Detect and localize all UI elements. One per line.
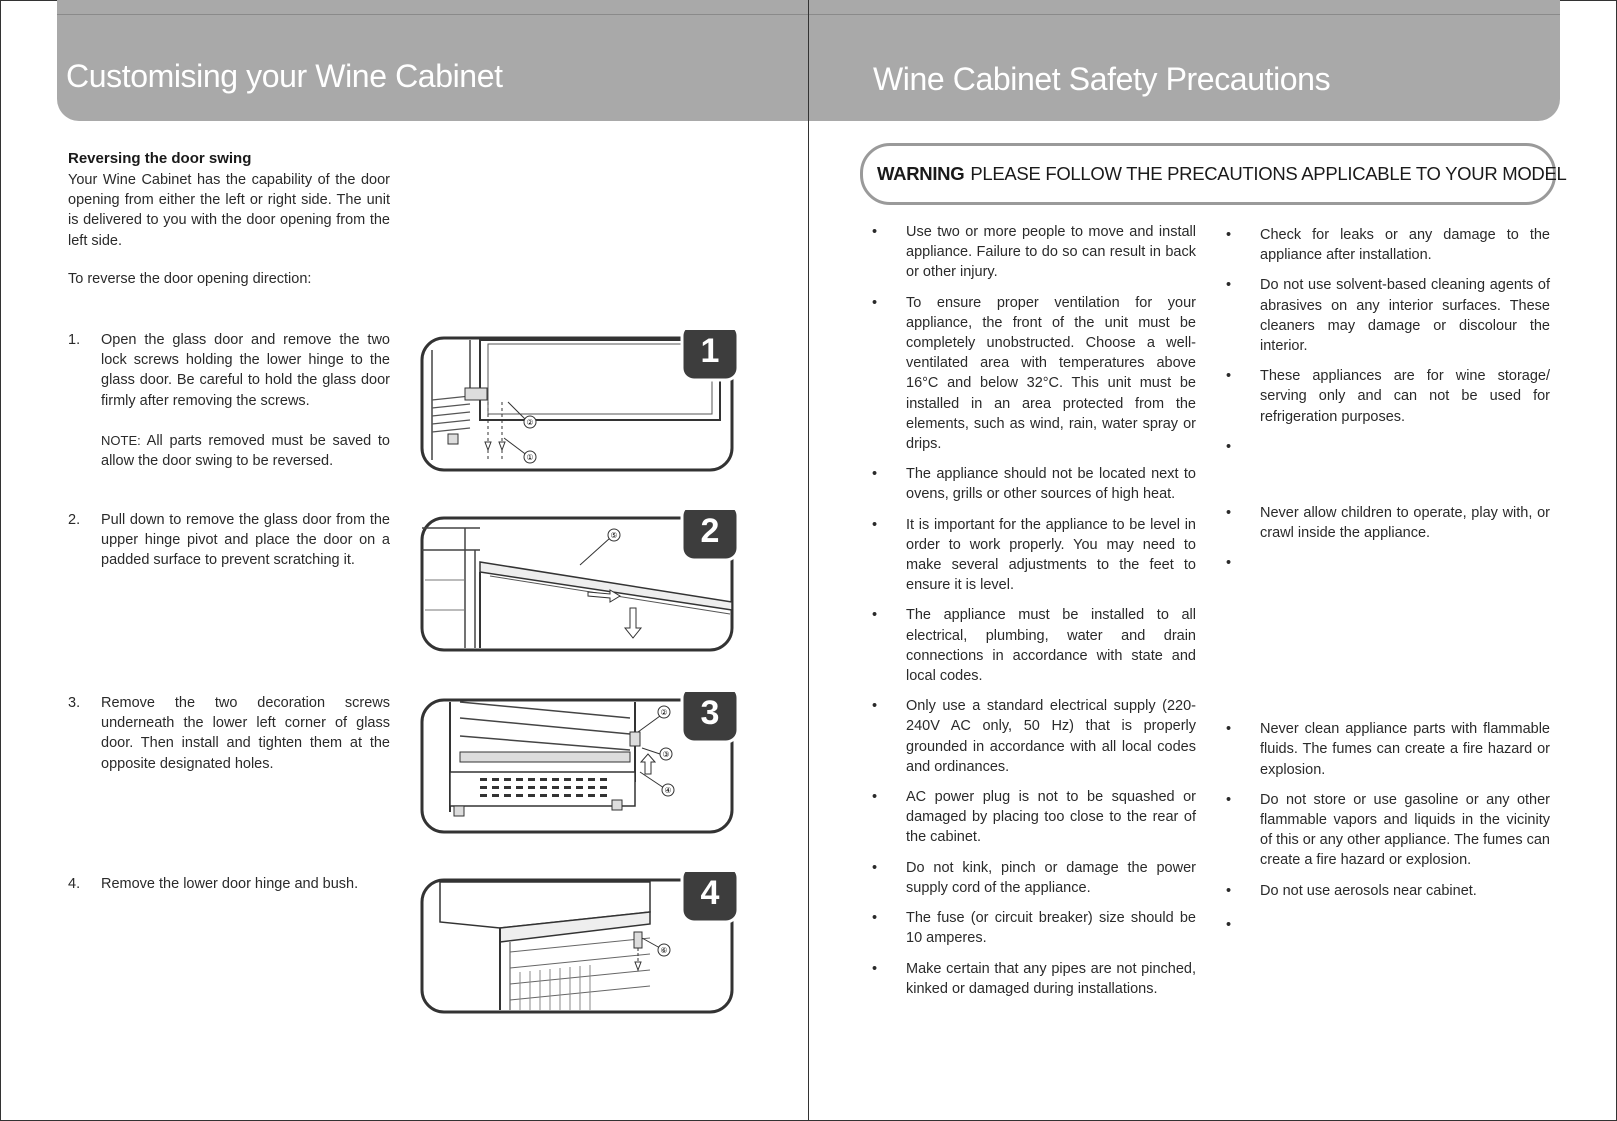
- step-number: 3.: [68, 695, 81, 711]
- step-note: [101, 431, 390, 471]
- list-item: [868, 222, 1196, 283]
- list-item: [1222, 503, 1550, 543]
- bullet-icon: •: [872, 859, 878, 876]
- precautions-column-1: [868, 222, 1196, 1009]
- list-item: [1222, 719, 1550, 780]
- list-item-text: Make certain that any pipes are not pinched, kinked or damaged during installations.: [906, 960, 1196, 997]
- step-badge: 1: [700, 332, 720, 370]
- callout-label: ①: [526, 453, 534, 462]
- figure-step-4: [420, 872, 750, 1017]
- warning-box: [860, 143, 1567, 205]
- reverse-instruction-label: To reverse the door opening direction:: [68, 271, 312, 287]
- list-item-text: To ensure proper ventilation for your appliance, the front of the unit must be completely unobstructed. Choose a well-ventilated area with temperatures above 16°C and below 32°C. This unit must be installed in an area protected from the elements, such as wind, rain, water spray or drips.: [906, 294, 1196, 453]
- list-item: [1222, 881, 1550, 901]
- list-item: [1222, 225, 1550, 265]
- bullet-icon: •: [1226, 368, 1232, 385]
- list-item: [868, 959, 1196, 999]
- list-item-text: These appliances are for wine storage/ serving only and can not be used for refrigeration purposes.: [1260, 368, 1550, 425]
- step-badge: 4: [700, 874, 720, 912]
- callout-label: ③: [662, 750, 670, 759]
- list-item-text: Do not kink, pinch or damage the power supply cord of the appliance.: [906, 859, 1196, 896]
- left-page-title: Customising your Wine Cabinet: [66, 58, 503, 94]
- bullet-icon: •: [872, 789, 878, 806]
- step-3: [68, 693, 390, 774]
- warning-label: WARNING: [877, 163, 965, 184]
- note-text: All parts removed must be saved to allow the door swing to be reversed.: [101, 432, 390, 470]
- precautions-column-2: [1222, 225, 1550, 935]
- bullet-icon: •: [1226, 555, 1232, 572]
- bullet-icon: •: [1226, 504, 1232, 521]
- right-page-title: Wine Cabinet Safety Precautions: [873, 61, 1331, 97]
- list-item-text: Only use a standard electrical supply (220-240V AC only, 50 Hz) that is properly grounded in accordance with all local codes and ordinances.: [906, 698, 1196, 775]
- bullet-icon: •: [872, 607, 878, 624]
- step-text: Pull down to remove the glass door from the upper hinge pivot and place the door on a padded surface to prevent scratching it.: [101, 512, 390, 569]
- callout-label: ②: [660, 708, 668, 717]
- bullet-icon: •: [872, 960, 878, 977]
- list-item-empty: [1222, 915, 1550, 935]
- banner-stripe: [809, 14, 1560, 15]
- bullet-icon: •: [1226, 227, 1232, 243]
- left-title-banner: [57, 0, 808, 121]
- warning-text: PLEASE FOLLOW THE PRECAUTIONS APPLICABLE TO YOUR MODEL: [970, 163, 1567, 184]
- list-item-text: The appliance should not be located next to ovens, grills or other sources of high heat.: [906, 466, 1196, 503]
- bullet-icon: •: [1226, 438, 1232, 455]
- callout-label: ④: [664, 786, 672, 795]
- step-4: [68, 874, 390, 894]
- list-item-text: The fuse (or circuit breaker) size should be 10 amperes.: [906, 910, 1196, 947]
- door-hinge-diagram: [420, 330, 750, 475]
- right-title-banner: [809, 0, 1560, 121]
- bullet-icon: •: [1226, 791, 1232, 808]
- page-spine: [808, 0, 809, 1121]
- step-badge: 3: [700, 694, 720, 732]
- list-item-text: It is important for the appliance to be level in order to work properly. You may need to make several adjustments to the feet to ensure it is level.: [906, 516, 1196, 594]
- bullet-icon: •: [872, 516, 878, 533]
- step-text: Open the glass door and remove the two lock screws holding the lower hinge to the glass door. Be careful to hold the glass door firmly after removing the screws.: [101, 332, 390, 409]
- step-1: [68, 330, 390, 471]
- lower-hinge-diagram: [420, 872, 750, 1017]
- bullet-icon: •: [1226, 916, 1232, 933]
- list-item-text: AC power plug is not to be squashed or damaged by placing too close to the rear of the cabinet.: [906, 789, 1196, 846]
- figure-step-2: [420, 510, 750, 655]
- callout-label: ②: [526, 418, 534, 427]
- callout-label: ⑤: [610, 531, 618, 540]
- list-item: [1222, 790, 1550, 871]
- list-item-empty: [1222, 437, 1550, 457]
- list-item: [868, 908, 1196, 948]
- list-item: [868, 787, 1196, 848]
- decoration-screws-diagram: [420, 692, 750, 837]
- bullet-icon: •: [872, 224, 878, 240]
- list-item: [868, 858, 1196, 898]
- intro-paragraph: Your Wine Cabinet has the capability of the door opening from either the left or right side. The unit is delivered to you with the door opening from the left side.: [68, 172, 390, 249]
- list-item-text: Check for leaks or any damage to the appliance after installation.: [1260, 227, 1550, 264]
- list-item-text: Do not use aerosols near cabinet.: [1260, 882, 1477, 899]
- note-label: NOTE:: [101, 432, 141, 448]
- callout-label: ⑥: [660, 946, 668, 955]
- list-item: [868, 293, 1196, 455]
- bullet-icon: •: [1226, 721, 1232, 738]
- step-text: Remove the two decoration screws underneath the lower left corner of glass door. Then install and tighten them at the opposite designated holes.: [101, 695, 390, 772]
- bullet-icon: •: [872, 698, 878, 715]
- list-item: [868, 464, 1196, 504]
- list-item-text: Do not use solvent-based cleaning agents of abrasives on any interior surfaces. These cleaners may damage or discolour the interior.: [1260, 277, 1550, 355]
- bullet-icon: •: [872, 294, 878, 311]
- list-item-text: Do not store or use gasoline or any other flammable vapors and liquids in the vicinity of this or any other appliance. The fumes can create a fire hazard or explosion.: [1260, 791, 1550, 869]
- list-item-text: Never clean appliance parts with flammable fluids. The fumes can create a fire hazard or explosion.: [1260, 721, 1550, 778]
- list-item-empty: [1222, 553, 1550, 573]
- step-number: 4.: [68, 876, 81, 892]
- list-item-text: The appliance must be installed to all electrical, plumbing, water and drain connections in accordance with state and local codes.: [906, 607, 1196, 685]
- list-item-text: Use two or more people to move and install appliance. Failure to do so can result in back or other injury.: [906, 224, 1196, 281]
- bullet-icon: •: [1226, 277, 1232, 294]
- list-item-text: Never allow children to operate, play with, or crawl inside the appliance.: [1260, 504, 1550, 542]
- figure-step-1: [420, 330, 750, 475]
- list-item: [868, 605, 1196, 686]
- list-item: [1222, 366, 1550, 427]
- bullet-icon: •: [1226, 882, 1232, 899]
- list-item: [868, 515, 1196, 596]
- step-2: [68, 510, 390, 571]
- list-item: [1222, 275, 1550, 356]
- step-number: 2.: [68, 512, 81, 528]
- figure-step-3: [420, 692, 750, 837]
- step-number: 1.: [68, 332, 81, 348]
- section-heading: Reversing the door swing: [68, 150, 252, 167]
- list-item: [868, 696, 1196, 777]
- banner-stripe: [57, 14, 808, 15]
- step-badge: 2: [700, 512, 720, 550]
- bullet-icon: •: [872, 466, 878, 483]
- step-text: Remove the lower door hinge and bush.: [101, 876, 359, 892]
- door-removal-diagram: [420, 510, 750, 655]
- bullet-icon: •: [872, 910, 878, 927]
